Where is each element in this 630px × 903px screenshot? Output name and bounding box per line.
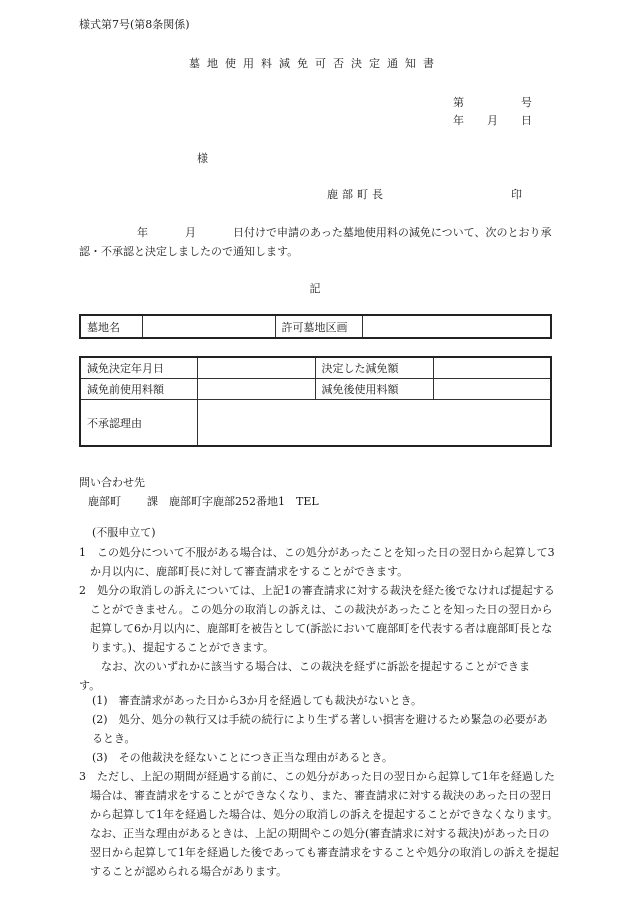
decided-amount-label: 決定した減免額 (315, 357, 433, 379)
issuer-name: 鹿部町長 (327, 188, 387, 201)
after-fee-field[interactable] (433, 379, 551, 400)
inquiry-contact (88, 493, 319, 509)
seal-mark: 印 (511, 188, 522, 201)
body-year: 年 (137, 226, 148, 239)
notice-body (79, 223, 559, 261)
permit-section-field[interactable] (362, 315, 551, 338)
objection-item-3: 3 ただし、上記の期間が経過する前に、この処分があった日の翌日から起算して1年を経過した場合は、審査請求をすることができなくなり、また、審査請求に対する裁決のあった日の翌日から起算して1年を経過した場合は、処分の取消しの訴えを提起することができなくなります。なお、正当な理由があるときは、上記の期間やこの処分(審査請求に対する裁決)があった日の翌日から起算して1年を経過した後であっても審査請求をすることや処分の取消しの訴えを提起することが認められる場合があります。 (79, 770, 559, 878)
reason-field[interactable] (197, 400, 551, 447)
reason-label: 不承認理由 (80, 400, 197, 447)
before-fee-label: 減免前使用料額 (80, 379, 197, 400)
document-title: 墓地使用料減免可否決定通知書 (189, 57, 441, 70)
doc-number-prefix: 第 (453, 96, 464, 109)
inquiry-tel: TEL (296, 495, 319, 508)
body-month: 月 (185, 226, 196, 239)
objection-sub-3: (3) その他裁決を経ないことにつき正当な理由があるとき。 (92, 751, 393, 764)
before-fee-field[interactable] (197, 379, 315, 400)
decided-amount-field[interactable] (433, 357, 551, 379)
cemetery-table (79, 314, 552, 339)
objection-item-2: 2 処分の取消しの訴えについては、上記1の審査請求に対する裁決を経た後でなければ提起することができません。この処分の取消しの訴えは、この裁決があったことを知った日の翌日から起算して6か月以内に、鹿部町を被告として(訴訟において鹿部町を代表する者は鹿部町長となります。)、提起することができます。 (79, 584, 555, 654)
objection-heading: (不服申立て) (92, 526, 156, 539)
body-text: 日付けで申請のあった墓地使用料の減免について、次のとおり承認・不承認と決定しましたので通知します。 (79, 226, 552, 258)
form-number: 様式第7号(第8条関係) (79, 18, 190, 31)
objection-sub-2: (2) 処分、処分の執行又は手続の続行により生ずる著しい損害を避けるため緊急の必要があるとき。 (92, 713, 548, 745)
reduction-table (79, 356, 552, 447)
bochi-name-label: 墓地名 (80, 315, 142, 338)
dept-suffix: 課 (147, 495, 158, 508)
decision-date-label: 減免決定年月日 (80, 357, 197, 379)
permit-section-label: 許可墓地区画 (275, 315, 362, 338)
objection-item-1: 1 この処分について不服がある場合は、この処分があったことを知った日の翌日から起算して3か月以内に、鹿部町長に対して審査請求をすることができます。 (79, 546, 555, 578)
date-day: 日 (521, 114, 532, 127)
objection-sub-1: (1) 審査請求があった日から3か月を経過しても裁決がないとき。 (92, 694, 423, 707)
date-month: 月 (487, 114, 498, 127)
after-fee-label: 減免後使用料額 (315, 379, 433, 400)
dept-prefix: 鹿部町 (88, 495, 121, 508)
doc-number-suffix: 号 (521, 96, 532, 109)
date-year: 年 (453, 114, 464, 127)
bochi-name-field[interactable] (142, 315, 275, 338)
decision-date-field[interactable] (197, 357, 315, 379)
ki-heading: 記 (309, 282, 321, 295)
inquiry-address: 鹿部町字鹿部252番地1 (169, 495, 285, 508)
inquiry-label: 問い合わせ先 (79, 476, 145, 489)
addressee-honorific: 様 (197, 152, 208, 165)
objection-item-2-note: なお、次のいずれかに該当する場合は、この裁決を経ずに訴訟を提起することができます。 (79, 660, 530, 692)
